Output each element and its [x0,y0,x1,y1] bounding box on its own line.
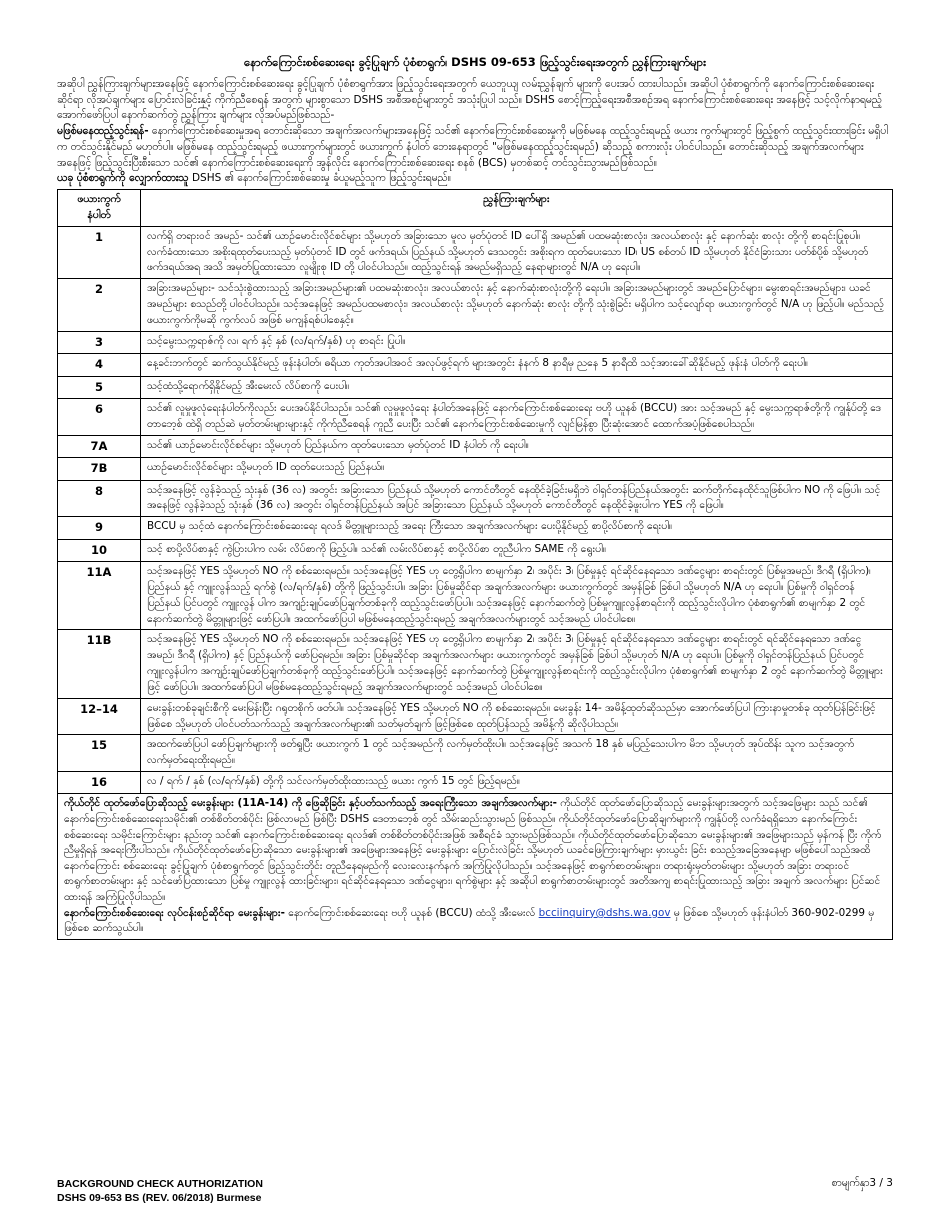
instruction-text: သင့် စာပို့လိပ်စာနှင့် ကွဲပြားပါက လမ်း လိပ်စာကို ဖြည့်ပါ။ သင်၏ လမ်းလိပ်စာနှင့် စာပို့လိပ်စာ တူညီပါက SAME ကို ရွေးပါ။ [141,539,893,561]
important-note [58,794,893,939]
form-number: DSHS 09-653 BS (REV. 06/2018) Burmese [57,1192,262,1205]
instruction-text: သင်၏ ယာဉ်မောင်းလိုင်စင်များ သို့မဟုတ် ပြည်နယ်က ထုတ်ပေးသော မှတ်ပုံတင် ID နံပါတ် ကို ရေးပါ။ [141,435,893,457]
page-footer [57,1177,893,1205]
mandatory-text: နောက်ကြောင်းစစ်ဆေးမှုအရ တောင်းဆိုသော အချက်အလက်များအနေဖြင့် သင်၏ နောက်ကြောင်းစစ်ဆေးမှုကို မဖြစ်မနေ ထည့်သွင်းရမည့် ဖယား ကွက်များတွင် ဖြည့်စွက် ထည့်သွင်းထားခြင်း မရှိပါက တင်သွင်းနိုင်မည် မဟုတ်ပါ။ မဖြစ်မနေ ထည့်သွင်းရမည့် ဖယားကွက်များတွင် ဖယားကွက် နံပါတ် ဘေးနေရာတွင် "မဖြစ်မနေထည့်သွင်းရမည်) ဆိုသည့် စကားလုံး ပါဝင်ပါသည်။ တောင်းဆိုသည့် အချက်အလက်များအနေဖြင့် ဖြည့်သွင်းပြီးစီးသော သင်၏ နောက်ကြောင်းစစ်ဆေးရေးကို အွန်လိုင်း နောက်ကြောင်းစစ်ဆေးရေး စနစ် (BCS) မှတစ်ဆင့် တင်သွင်းသွားမည်ဖြစ်သည်။ [57,125,889,169]
table-row [58,480,893,517]
applicant-text: DSHS ၏ နောက်ကြောင်းစစ်ဆေးမှု ခံယူမည့်သူက ဖြည့်သွင်းရမည်။ [188,172,451,185]
table-row [58,517,893,539]
box-number: 15 [58,735,141,772]
box-number: 8 [58,480,141,517]
intro-paragraph: အဆိုပါ ညွှန်ကြားချက်များအနေဖြင့် နောက်ကြောင်းစစ်ဆေးရေး ခွင့်ပြုချက် ပုံစံစာရွက်အား ဖြည့်သွင်းရေးအတွက် ယေဘူယျ လမ်းညွှန်ချက် များကို ပေးအပ် ထားပါသည်။ အဆိုပါ ပုံစံစာရွက်ကို နောက်ကြောင်းစစ်ဆေးရေးဆိုင်ရာ လိုအပ်ချက်များ ပြောင်းလဲခြင်းနှင့် ကိုက်ညီစေရန် အတွက် များစွာသော DSHS အစီအစဉ်များတွင် အသုံးပြုပါ သည်။ DSHS စောင့်ကြည့်ရေးအစီအစဉ်အရ နောက်ကြောင်းစစ်ဆေးရေး အနေဖြင့် သင့်လိုက်နာရမည့် အောက်ဖော်ပြပါ နောက်ဆက်တွဲ ညွှန်ကြား ချက်များ လိုအပ်မည်ဖြစ်သည်- [57,77,883,122]
header-instructions: ညွှန်ကြားချက်များ [141,190,893,227]
table-row [58,458,893,480]
box-number: 2 [58,279,141,331]
questions-heading: နောက်ကြောင်းစစ်ဆေးရေး လုပ်ငန်းစဉ်ဆိုင်ရာ မေးခွန်းများ- [64,906,285,919]
page-number: စာမျက်နှာ3 / 3 [831,1177,893,1189]
box-number: 7A [58,435,141,457]
instruction-text: သင့်ထံသို့ရောက်ရှိနိုင်မည့် အီးမေးလ် လိပ်စာကို ပေးပါ။ [141,376,893,398]
box-number: 5 [58,376,141,398]
table-row [58,539,893,561]
table-row [58,279,893,331]
table-row [58,331,893,353]
note-text: ကိုယ်တိုင် ထုတ်ဖော်ပြောဆိုသည့် မေးခွန်းများအတွက် သင့်အဖြေများ သည် သင်၏ နောက်ကြောင်းစစ်ဆေးရေးသမိုင်း၏ တစ်စိတ်တစ်ပိုင်း ဖြစ်လာမည် ဖြစ်ပြီး DSHS ဒေတာဘေ့စ် တွင် သိမ်းဆည်းသွားမည် ဖြစ်သည်။ ကိုယ်တိုင်ထုတ်ဖော်ပြောဆိုချက်များကို ကျွန်ုပ်တို့ လက်ခံရရှိသော နောက်ကြောင်းစစ်ဆေးရေး သမိုင်းကြောင်းများ နည်းတူ သင်၏ နောက်ကြောင်းစစ်ဆေးရေး ရလဒ်၏ တစ်စိတ်တစ်ပိုင်းအဖြစ် အစီရင်ခံ သွားမည်ဖြစ်သည်။ ကိုယ်တိုင်ထုတ်ဖော်ပြောဆိုသော မေးခွန်းများ၏ အဖြေများသည် မှန်ကန် ပြီး ကိုက်ညီမှုရှိရန် အရေးကြီးပါသည်။ ကိုယ်တိုင်ထုတ်ဖော်ပြောဆိုသော မေးခွန်းများ၏ အဖြေများအနေဖြင့် မေးခွန်းများ ပြောင်းလဲခြင်း သို့မဟုတ် ယခင်ဖြေကြားချက်များ မှားယွင်း ခြင်း စသည့်အခြေအနေမျာ မဖြစ်ပေါ်သည်အထိ နောက်ကြောင်း စစ်ဆေးရေး ခွင့်ပြုချက် ပုံစံစာရွက်တွင် ဖြည့်သွင်းတိုင်း တူညီနေရမည်ကို လေးလေးနက်နက် အကြံပြုလိုပါသည်။ သင့်အနေဖြင့် စာရွက်စာတမ်းများ၊ တရားရုံးမှတ်တမ်းများ သို့မဟုတ် အခြား တရားဝင် စာရွက်စာတမ်းများ နှင့် သင်ဖော်ပြထားသော ပြစ်မှု ကျူးလွန် ထားခြင်းများ၊ ရင်ဆိုင်နေရသော ဒဏ်ငွေများ၊ ရက်စွဲများ နှင့် အဆိုပါ စာရွက်စာတမ်းများတွင် အတိအကျ စာရင်းပြုထားသည့် အခြား အချက် အလက်များ ပြင်ဆင်ထားရန် အကြံပြုလိုပါသည်။ [64,797,882,904]
box-number: 6 [58,399,141,436]
instruction-text: လ / ရက် / နှစ် (လ/ရက်/နှစ်) တို့ကို သင်လက်မှတ်ထိုးထားသည့် ဖယား ကွက် 15 တွင် ဖြည့်ရမည်။ [141,771,893,793]
table-row [58,435,893,457]
table-row [58,735,893,772]
instruction-text: မေးခွန်းတစ်ခုချင်းစီကို မေးမြန်းပြီး ဂရုတစိုက် ဖတ်ပါ။ သင့်အနေဖြင့် YES သို့မဟုတ် NO ကို စစ်ဆေးရမည်။ မေးခွန်း 14- အမိန့်ထုတ်ဆိုသည်မှာ အောက်ဖော်ပြပါ ကြားနာမှုတစ်ခု ထုတ်ပြန်ခြင်းဖြင့် ဖြစ်စေ သို့မဟုတ် ပါဝင်ပတ်သက်သည့် အချက်အလက်များ၏ သတ်မှတ်ချက် ဖြင့်ဖြစ်စေ ထုတ်ပြန်သည့် အမိန့်ကို ဆိုလိုပါသည်။ [141,698,893,735]
bccu-email-link[interactable]: bcciinquiry@dshs.wa.gov [538,906,671,919]
table-row [58,399,893,436]
box-number: 11B [58,630,141,698]
table-row [58,376,893,398]
instruction-text: အထက်ဖော်ပြပါ ဖော်ပြချက်များကို ဖတ်ရှုပြီး ဖယားကွက် 1 တွင် သင့်အမည်ကို လက်မှတ်ထိုးပါ။ သင့်အနေဖြင့် အသက် 18 နှစ် မပြည့်သေးပါက မိဘ သို့မဟုတ် အုပ်ထိန်း သူက သင့်အတွက် လက်မှတ်ရေးထိုးရမည်။ [141,735,893,772]
intro-section [57,77,893,187]
instruction-text: လက်ရှိ တရားဝင် အမည်- သင်၏ ယာဉ်မောင်းလိုင်စင်များ သို့မဟုတ် အခြားသော မူလ မှတ်ပုံတင် ID ပေါ်ရှိ အမည်၏ ပထမဆုံးစာလုံး၊ အလယ်စာလုံး နှင့် နောက်ဆုံး စာလုံး တို့ကို စာရင်းပြုစုပါ။ လက်ခံထားသော အစိုးရထုတ်ပေးသည့် မှတ်ပုံတင် ID တွင် ဖက်ဒရယ်၊ ပြည်နယ် သို့မဟုတ် ဒေသတွင်း အစိုးရက ထုတ်ပေးသော ID၊ US စစ်တပ် ID သို့မဟုတ် နိုင်ငံခြားသား ပတ်စ်ပို့စ် သို့မဟုတ် ဖက်ဒရယ်အရ အသိ အမှတ်ပြုထားသော လူမျိုးစု ID တို့ ပါဝင်ပါသည်။ ထည့်သွင်းရန် အမည်မရှိသည့် နေရာများတွင် N/A ဟု ရေးပါ။ [141,226,893,278]
box-number: 12–14 [58,698,141,735]
box-number: 7B [58,458,141,480]
instruction-text: သင်၏ လူမှုဖူလုံရေးနံပါတ်ကိုလည်း ပေးအပ်နိုင်ပါသည်။ သင်၏ လူမှုဖူလုံရေး နံပါတ်အနေဖြင့် နောက်ကြောင်းစစ်ဆေးရေး ဗဟို ယူနစ် (BCCU) အား သင့်အမည် နှင့် မွေးသက္ကရာဇ်တို့ကို ကျွန်ုပ်တို့ ဒေတာဘေ့စ် ထဲရှိ တည်ဆဲ မှတ်တမ်းများများနှင့် ကိုက်ညီစေရန် ကူညီ ပေးပြီး သင်၏ နောက်ကြောင်းစစ်ဆေးမှုကို လျင်မြန်စွာ ပြီးဆုံးအောင် ထောက်အပံ့ဖြစ်စေပါသည်။ [141,399,893,436]
instruction-text: သင့်အနေဖြင့် လွန်ခဲ့သည့် သုံးနှစ် (36 လ) အတွင်း အခြားသော ပြည်နယ် သို့မဟုတ် ကောင်တီတွင် နေထိုင်ခဲ့ခြင်းမရှိဘဲ ဝါရှင်တန်ပြည်နယ်အတွင်း ဆက်တိုက်နေထိုင်သူဖြစ်ပါက NO ကို ဖြေပါ။ သင့်အနေဖြင့် လွန်ခဲ့သည့် သုံးနှစ် (36 လ) အတွင်း ဝါရှင်တန်ပြည်နယ် အပြင် အခြားသော ပြည်နယ် သို့မဟုတ် ကောင်တီတွင် နေထိုင်ခဲ့ဖူးပါက YES ကို ဖြေပါ။ [141,480,893,517]
box-number: 3 [58,331,141,353]
box-number: 1 [58,226,141,278]
table-row [58,771,893,793]
table-row [58,698,893,735]
questions-text: နောက်ကြောင်းစစ်ဆေးရေး ဗဟို ယူနစ် (BCCU) ထံသို့ အီးမေးလ် [284,906,536,919]
table-row [58,354,893,376]
applicant-paragraph [57,171,893,187]
questions-text-end: မှ ဖြစ်စေ သို့မဟုတ် ဖုန်းနံပါတ် 360-902-0299 မှဖြစ်စေ ဆက်သွယ်ပါ။ [64,906,875,935]
instruction-text: BCCU မှ သင့်ထံ နောက်ကြောင်းစစ်ဆေးရေး ရလဒ် မိတ္တူများသည့် အရေး ကြီးသော အချက်အလက်များ ပေးပို့နိုင်မည့် စာပို့လိပ်စာကို ရေးပါ။ [141,517,893,539]
instruction-text: သင့်မွေးသက္ကရာဇ်ကို လ၊ ရက် နှင့် နှစ် (လ/ရက်/နှစ်) ဟု စာရင်း ပြုပါ။ [141,331,893,353]
note-heading: ကိုယ်တိုင် ထုတ်ဖော်ပြောဆိုသည့် မေးခွန်းများ (11A-14) ကို ဖြေဆိုခြင်း နှင့်ပတ်သက်သည့် အရေးကြီးသော အချက်အလက်များ- [64,797,557,810]
mandatory-label: မဖြစ်မနေထည့်သွင်းရန်- [57,125,149,138]
applicant-label: ယခု ပုံစံစာရွက်ကို လျှောက်ထားသူ [57,172,189,185]
table-header-row [58,190,893,227]
box-number: 10 [58,539,141,561]
table-row [58,562,893,630]
table-row [58,630,893,698]
instructions-body [58,226,893,794]
instruction-text: သင့်အနေဖြင့် YES သို့မဟုတ် NO ကို စစ်ဆေးရမည်။ သင့်အနေဖြင့် YES ဟု တွေ့ရှိပါက စာမျက်နှာ 2၊ အပိုင်း 3၊ ပြစ်မှုနှင့် ရင်ဆိုင်နေရသော ဒဏ်ငွေများ စာရင်းတွင် ရင်ဆိုင်နေရသော ဒဏ်ငွေ အမည်၊ ဒီဂရီ (ရှိပါက) နှင့် ပြည်နယ်ကို ဖော်ပြရမည်။ အခြား ပြစ်မှုဆိုင်ရာ အချက်အလက်များ ဖယားကွက်တွင် အမှန်ခြစ် ခြစ်ပါ သို့မဟုတ် N/A ဟု ရေးပါ။ ပြစ်မှုကို ဝါရှင်တန်ပြည်နယ် ပြင်ပတွင် ကျူးလွန်ပါက အကျဉ်းချုပ်ဖော်ပြချက်တစ်ခုကို ထည့်သွင်းဖော်ပြပါ။ သင့်အနေဖြင့် နောက်ဆက်တွဲ ပြစ်မှုကျူးလွန်စာရင်းကို ထည့်သွင်းလိုပါက ပုံစံစာရွက်၏ စာမျက်နှာ 2 တွင် နောက်ဆက်တွဲ မိတ္တူများဖြင့် ဖော်ပြပါ။ အထက်ဖော်ပြပါ မဖြစ်မနေထည့်သွင်းရမည့် အချက်အလက်များတွင် သင့်အမည် ပါဝင်ပါစေ။ [141,630,893,698]
note-row [58,794,893,939]
box-number: 16 [58,771,141,793]
header-box-number: ဖယားကွက် နံပါတ် [58,190,141,227]
instruction-text: ယာဉ်မောင်းလိုင်စင်များ သို့မဟုတ် ID ထုတ်ပေးသည့် ပြည်နယ်။ [141,458,893,480]
table-row [58,226,893,278]
box-number: 9 [58,517,141,539]
instruction-text: သင့်အနေဖြင့် YES သို့မဟုတ် NO ကို စစ်ဆေးရမည်။ သင့်အနေဖြင့် YES ဟု တွေ့ရှိပါက စာမျက်နှာ 2၊ အပိုင်း 3၊ ပြစ်မှုနှင့် ရင်ဆိုင်နေရသော ဒဏ်ငွေများ စာရင်းတွင် ပြစ်မှုအမည်၊ ဒီဂရီ (ရှိပါက)၊ ပြည်နယ် နှင့် ကျူးလွန်သည့် ရက်စွဲ (လ/ရက်/နှစ်) တို့ကို ဖြည့်သွင်းပါ။ အခြား ပြစ်မှုဆိုင်ရာ အချက်အလက်များ ဖယားကွက်တွင် အမှန်ခြစ် ခြစ်ပါ သို့မဟုတ် N/A ဟု ရေးပါ။ ပြစ်မှုကို ဝါရှင်တန်ပြည်နယ် ပြင်ပတွင် ကျူးလွန် ပါက အကျဉ်းချုပ်ဖော်ပြချက်တစ်ခုကို ထည့်သွင်းဖော်ပြပါ။ သင့်အနေဖြင့် နောက်ဆက်တွဲ ပြစ်မှုကျူးလွန်စာရင်းကို ထည့်သွင်းလိုပါက ပုံစံစာရွက်၏ စာမျက်နှာ 2 တွင် နောက်ဆက်တွဲ မိတ္တူများဖြင့် ဖော်ပြပါ။ အထက်ဖော်ပြပါ မဖြစ်မနေထည့်သွင်းရမည့် အချက်အလက်များတွင် သင့်အမည် ပါဝင်ပါစေ။ [141,562,893,630]
form-name: BACKGROUND CHECK AUTHORIZATION [57,1178,263,1190]
instruction-text: အခြားအမည်များ- သင်သုံးစွဲထားသည့် အခြားအမည်များ၏ ပထမဆုံးစာလုံး၊ အလယ်စာလုံး နှင့် နောက်ဆုံးစာလုံးတို့ကို ရေးပါ။ အခြားအမည်များတွင် အမည်ပြောင်များ၊ မွေးစာရင်းအမည်များ၊ ယခင်အမည်များ စသည်တို့ ပါဝင်ပါသည်။ သင့်အနေဖြင့် အမည်ပထမစာလုံး၊ အလယ်စာလုံး သို့မဟုတ် နောက်ဆုံး စာလုံး တို့ကို သုံးစွဲခြင်း မရှိပါက သင့်လျော်ရာ ဖယားကွက်တွင် N/A ဟု ဖြည့်ပါ။ မည်သည့်ဖယားကွက်ကိုမဆို ကွက်လပ် အဖြစ် မကျန်ရစ်ပါစေနှင့်။ [141,279,893,331]
page-title: နောက်ကြောင်းစစ်ဆေးရေး ခွင့်ပြုချက် ပုံစံစာရွက်၊ DSHS 09-653 ဖြည့်သွင်းရေးအတွက် ညွှန်ကြားချက်များ [243,55,706,69]
box-number: 11A [58,562,141,630]
mandatory-paragraph [57,124,893,171]
instruction-text: နေ့ခင်းဘက်တွင် ဆက်သွယ်နိုင်မည့် ဖုန်းနံပါတ်၊ ဓရိယာ ကုတ်အပါအဝင် အလုပ်ဖွင့်ရက် များအတွင်း နံနက် 8 နာရီမှ ညနေ 5 နာရီထိ သင့်အားခေါ်ဆိုနိုင်မည့် ဖုန်းနံ ပါတ်ကို ရေးပါ။ [141,354,893,376]
instructions-table [57,189,893,940]
box-number: 4 [58,354,141,376]
